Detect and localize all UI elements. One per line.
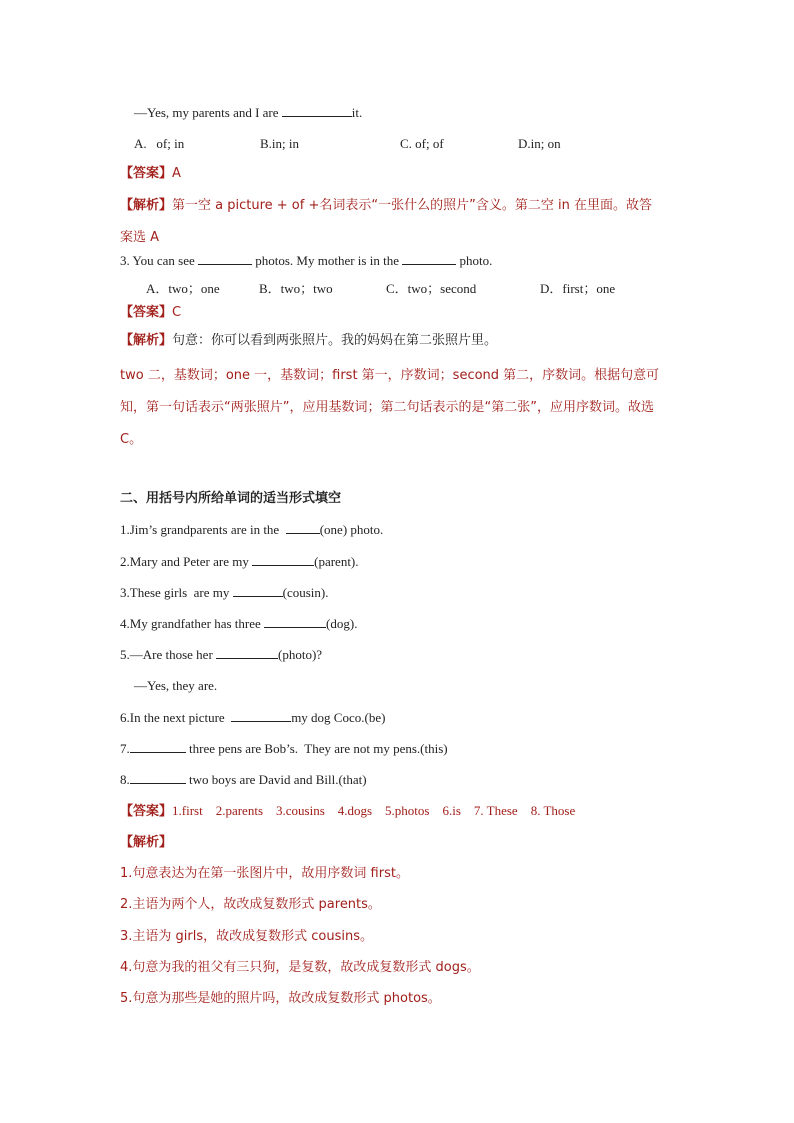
q2-blank[interactable] [282, 104, 352, 117]
q3-analysis-line1: 【解析】句意：你可以看到两张照片。我的妈妈在第二张照片里。 [120, 333, 498, 348]
s2-analysis-line-2: 2.主语为两个人，故改成复数形式 parents。 [120, 897, 381, 912]
s2-blank-3[interactable] [233, 584, 283, 597]
q2-analysis-line2: 案选 A [120, 230, 160, 245]
q2-option-d[interactable]: D.in; on [518, 136, 561, 151]
q2-analysis-line1: 【解析】第一空 a picture + of +名词表示“一张什么的照片”含义。第二空 in 在里面。故答 [120, 198, 652, 213]
s2-analysis-tag: 【解析】 [120, 835, 173, 850]
s2-blank-1[interactable] [286, 521, 320, 534]
s2-item-7: 7. three pens are Bob’s. They are not my pens.(this) [120, 741, 448, 756]
s2-blank-6[interactable] [231, 709, 291, 722]
q3-option-d[interactable]: D．first；one [540, 281, 616, 296]
s2-analysis-line-5: 5.句意为那些是她的照片吗，故改成复数形式 photos。 [120, 991, 441, 1006]
s2-analysis-line-4: 4.句意为我的祖父有三只狗，是复数，故改成复数形式 dogs。 [120, 960, 480, 975]
q3-option-c[interactable]: C．two；second [386, 281, 477, 296]
section2-heading: 二、用括号内所给单词的适当形式填空 [120, 491, 342, 506]
q3-question: 3. You can see photos. My mother is in the photo. [120, 253, 493, 268]
s2-item-5-reply: —Yes, they are. [134, 678, 218, 693]
s2-item-3: 3.These girls are my (cousin). [120, 585, 329, 600]
s2-item-5: 5.—Are those her (photo)? [120, 647, 323, 662]
s2-item-4: 4.My grandfather has three (dog). [120, 616, 358, 631]
q2-answer: 【答案】A [120, 166, 181, 181]
s2-analysis-line-1: 1.句意表达为在第一张图片中，故用序数词 first。 [120, 866, 409, 881]
s2-blank-8[interactable] [130, 771, 186, 784]
s2-item-6: 6.In the next picture my dog Coco.(be) [120, 710, 386, 725]
q3-analysis-body: two 二，基数词；one 一，基数词；first 第一，序数词；second 第二，序数词。根据句意可知，第一句话表示“两张照片”，应用基数词；第二句话表示的是“第二张”，应用序数词。故选 C。 [120, 368, 660, 447]
s2-item-1: 1.Jim’s grandparents are in the (one) photo. [120, 522, 384, 537]
s2-item-2: 2.Mary and Peter are my (parent). [120, 554, 359, 569]
s2-answers: 【答案】1.first 2.parents 3.cousins 4.dogs 5.photos 6.is 7. These 8. Those [120, 803, 576, 819]
q3-blank-2[interactable] [402, 252, 456, 265]
s2-blank-2[interactable] [252, 553, 314, 566]
q3-answer: 【答案】C [120, 305, 182, 320]
q3-option-b[interactable]: B．two；two [259, 281, 333, 296]
s2-blank-7[interactable] [130, 740, 186, 753]
q2-option-a[interactable]: A. of; in [134, 136, 185, 151]
q3-option-a[interactable]: A．two；one [146, 281, 220, 296]
s2-blank-5[interactable] [216, 646, 278, 659]
s2-item-8: 8. two boys are David and Bill.(that) [120, 772, 367, 787]
q2-option-c[interactable]: C. of; of [400, 136, 444, 151]
s2-analysis-line-3: 3.主语为 girls，故改成复数形式 cousins。 [120, 929, 373, 944]
q3-blank-1[interactable] [198, 252, 252, 265]
q2-option-b[interactable]: B.in; in [260, 136, 300, 151]
s2-blank-4[interactable] [264, 615, 326, 628]
q2-reply-line: —Yes, my parents and I are it. [134, 105, 363, 120]
